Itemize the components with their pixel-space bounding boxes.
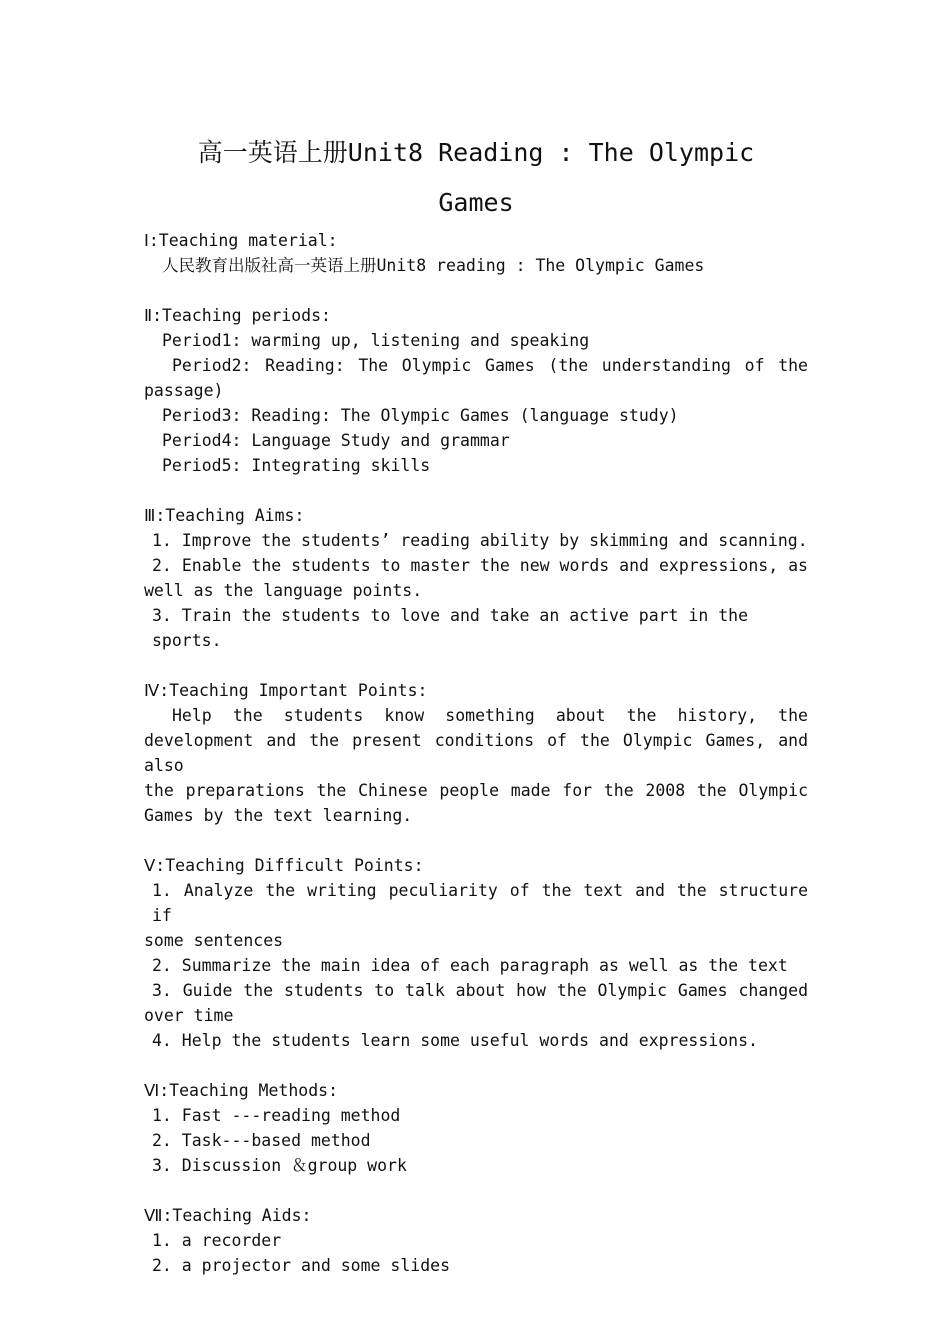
important-line3: the preparations the Chinese people made for the 2008 the Olympic	[144, 781, 808, 800]
important-line1: Help the students know something about the history, the	[172, 706, 808, 725]
important-line4: Games by the text learning.	[144, 806, 413, 825]
method-1: 1. Fast ---reading method	[152, 1106, 401, 1125]
method-2: 2. Task---based method	[152, 1131, 371, 1150]
difficult-4: 4. Help the students learn some useful words and expressions.	[152, 1031, 758, 1050]
section-teaching-aids	[144, 1203, 808, 1278]
section-heading: Ⅰ:Teaching material:	[144, 231, 338, 250]
aim-2-line2: well as the language points.	[144, 581, 423, 600]
section-heading: Ⅳ:Teaching Important Points:	[144, 681, 428, 700]
aid-1: 1. a recorder	[152, 1231, 282, 1250]
period-5: Period5: Integrating skills	[162, 456, 431, 475]
period-4: Period4: Language Study and grammar	[162, 431, 510, 450]
section-teaching-aims	[144, 503, 808, 653]
section-difficult-points	[144, 853, 818, 1053]
section-important-points	[144, 678, 818, 828]
aim-1: 1. Improve the students’ reading ability by skimming and scanning.	[152, 531, 808, 550]
period-2-line2: passage)	[144, 381, 224, 400]
period-2-line1: Period2: Reading: The Olympic Games (the understanding of the	[172, 356, 808, 375]
section-teaching-periods	[144, 303, 808, 478]
section-heading: Ⅲ:Teaching Aims:	[144, 506, 305, 525]
period-3: Period3: Reading: The Olympic Games (language study)	[162, 406, 679, 425]
aim-3: 3. Train the students to love and take an active part in the sports.	[152, 606, 758, 650]
section-teaching-methods	[144, 1078, 808, 1178]
difficult-2: 2. Summarize the main idea of each paragraph as well as the text	[152, 956, 788, 975]
difficult-1-line2: some sentences	[144, 931, 284, 950]
aim-2-line1: 2. Enable the students to master the new words and expressions, as	[152, 556, 808, 575]
difficult-3-line2: over time	[144, 1006, 234, 1025]
document-page	[144, 128, 818, 1278]
section-heading: Ⅱ:Teaching periods:	[144, 306, 331, 325]
aid-2: 2. a projector and some slides	[152, 1256, 451, 1275]
section-heading: Ⅴ:Teaching Difficult Points:	[144, 856, 424, 875]
document-title-line2: Games	[438, 188, 514, 217]
period-1: Period1: warming up, listening and speaking	[162, 331, 590, 350]
important-line2: development and the present conditions of the Olympic Games, and also	[144, 731, 818, 775]
material-text: 人民教育出版社高一英语上册Unit8 reading : The Olympic Games	[162, 256, 705, 275]
document-title-line1: 高一英语上册Unit8 Reading : The Olympic	[197, 138, 755, 167]
difficult-3-line1: 3. Guide the students to talk about how the Olympic Games changed	[152, 981, 808, 1000]
section-heading: Ⅶ:Teaching Aids:	[144, 1206, 312, 1225]
difficult-1-line1: 1. Analyze the writing peculiarity of the text and the structure if	[152, 881, 818, 925]
section-teaching-material	[144, 228, 808, 278]
method-3: 3. Discussion ＆group work	[152, 1156, 407, 1175]
section-heading: Ⅵ:Teaching Methods:	[144, 1081, 339, 1100]
